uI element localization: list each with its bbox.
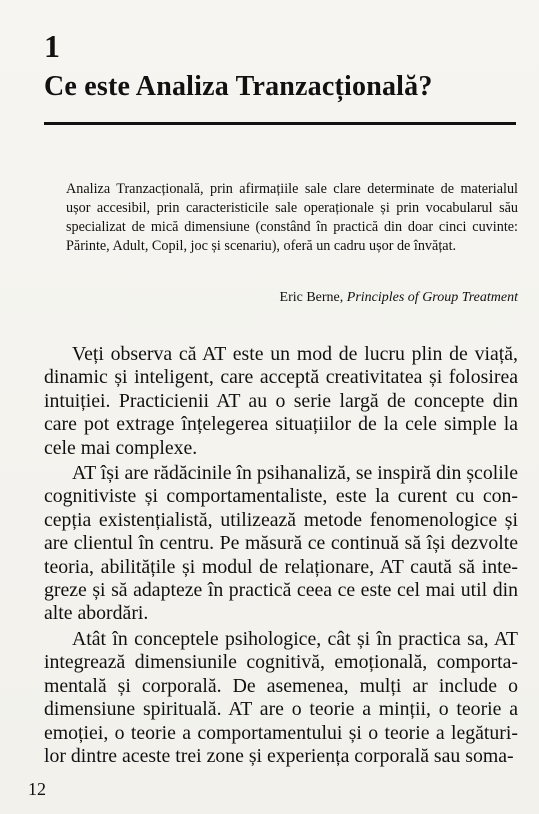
body-text <box>44 343 518 770</box>
body-paragraph: Veți observa că AT este un mod de lucru plin de viață, dinamic și inteligent, care acceptă creativitatea și folosirea intuiției. Practicienii AT au o serie largă de concepte din care pot extrage înțelegerea situațiilor de la cele simple la cele mai complexe. <box>44 343 518 459</box>
body-paragraph: Atât în conceptele psihologice, cât și în practica sa, AT integrează dimensiunile cognitivă, emoțională, comportamentală și corporală. De asemenea, mulți ar include o dimensiune spirituală. AT are o teorie a minții, o teorie a emoției, o teorie a comportamentului și o teorie a legăturilor dintre aceste trei zone și experiența corporală sau soma- <box>44 627 518 767</box>
epigraph-author: Eric Berne, <box>279 290 344 305</box>
page-number: 12 <box>28 779 46 799</box>
chapter-title: Ce este Analiza Tranzacțională? <box>44 71 433 102</box>
body-paragraph: AT își are rădăcinile în psihanaliză, se inspiră din școlile cognitiviste și comportamentaliste, este la curent cu concepția existențialistă, utilizează metode fenomenologice și are clientul în centru. Pe măsură ce continuă să își dezvolte teoria, abilitățile și modul de relaționare, AT caută să integreze și să adapteze în practică ceea ce este cel mai util din alte abordări. <box>44 462 518 625</box>
title-underline <box>44 122 516 125</box>
epigraph-attribution <box>280 289 518 307</box>
epigraph-quote: Analiza Tranzacțională, prin afirmațiile sale clare determinate de materialul ușor accesibil, prin caracteristicile sale operaționale și prin vocabularul său specializat de mică dimensiune (constând în practică din doar cinci cuvinte: Părinte, Adult, Copil, joc și scenariu), oferă un cadru ușor de învățat. <box>66 181 518 254</box>
chapter-number: 1 <box>44 28 60 64</box>
epigraph-source-title: Principles of Group Treatment <box>346 290 518 305</box>
